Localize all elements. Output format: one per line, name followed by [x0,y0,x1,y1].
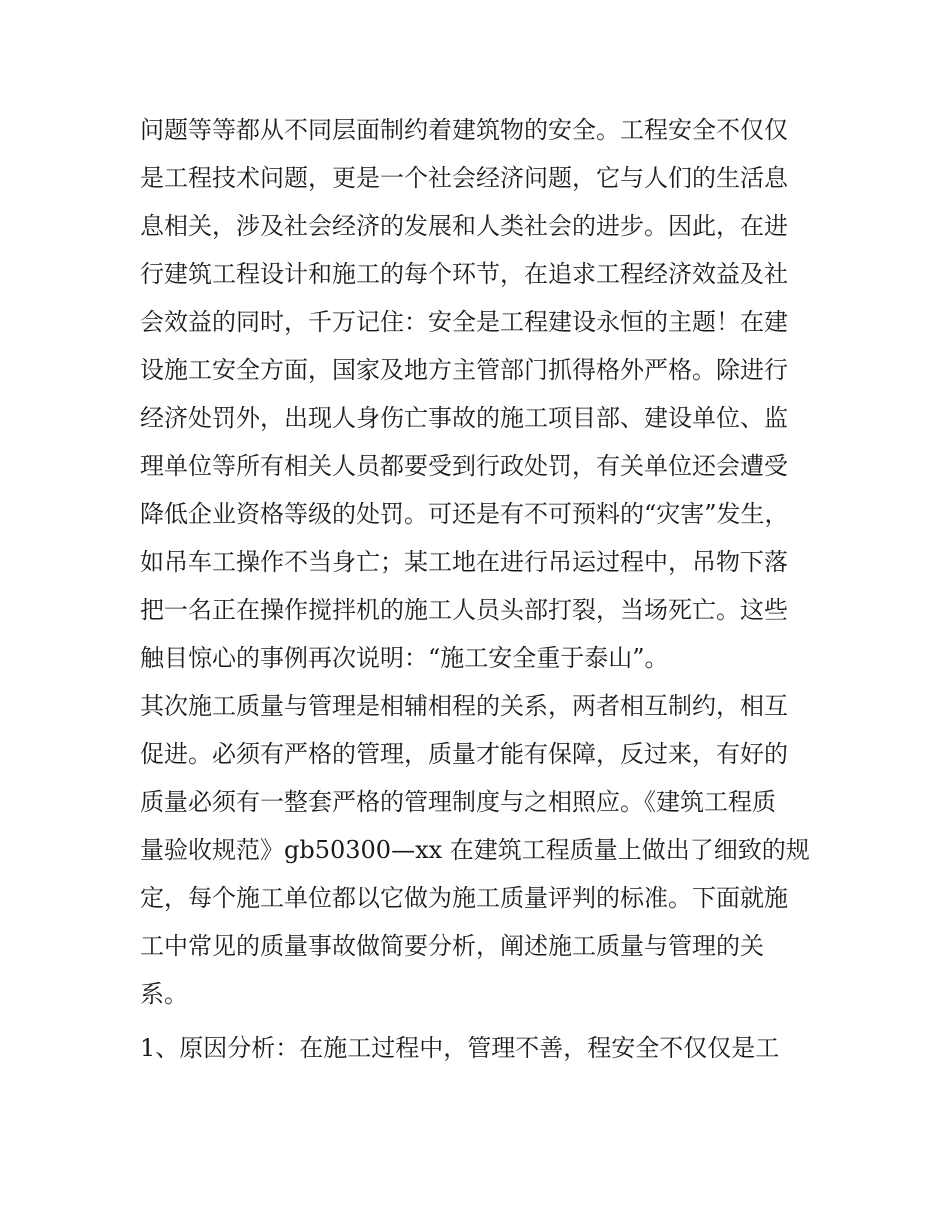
text-line: 会效益的同时，千万记住：安全是工程建设永恒的主题！在建 [140,308,788,336]
text-line: 降低企业资格等级的处罚。可还是有不可预料的“灾害”发生， [140,500,789,528]
text-line: 理单位等所有相关人员都要受到行政处罚，有关单位还会遭受 [140,452,788,480]
text-line: 促进。必须有严格的管理，质量才能有保障，反过来，有好的 [140,740,788,768]
text-line: 质量必须有一整套严格的管理制度与之相照应。《建筑工程质 [140,788,776,816]
text-line: 如吊车工操作不当身亡；某工地在进行吊运过程中，吊物下落 [140,548,788,576]
paragraph-safety [140,106,812,682]
text-line: 1、原因分析：在施工过程中，管理不善，程安全不仅仅是工 [140,1034,780,1062]
text-line: 工中常见的质量事故做简要分析，阐述施工质量与管理的关 [140,932,764,960]
paragraph-quality-management [140,682,812,1018]
paragraph-cause-analysis [140,1024,812,1072]
text-line: 把一名正在操作搅拌机的施工人员头部打裂，当场死亡。这些 [140,596,788,624]
text-line: 触目惊心的事例再次说明：“施工安全重于泰山”。 [140,644,669,672]
text-line: 系。 [140,980,188,1008]
text-line: 其次施工质量与管理是相辅相程的关系，两者相互制约，相互 [140,692,788,720]
text-line: 息相关，涉及社会经济的发展和人类社会的进步。因此，在进 [140,212,788,240]
text-line: 定，每个施工单位都以它做为施工质量评判的标准。下面就施 [140,884,788,912]
text-line: 是工程技术问题，更是一个社会经济问题，它与人们的生活息 [140,164,788,192]
text-line: 行建筑工程设计和施工的每个环节，在追求工程经济效益及社 [140,260,788,288]
text-line: 量验收规范》gb50300—xx 在建筑工程质量上做出了细致的规 [140,836,810,864]
text-line: 设施工安全方面，国家及地方主管部门抓得格外严格。除进行 [140,356,788,384]
document-body [140,106,812,1072]
text-line: 经济处罚外，出现人身伤亡事故的施工项目部、建设单位、监 [140,404,788,432]
text-line: 问题等等都从不同层面制约着建筑物的安全。工程安全不仅仅 [140,116,788,144]
